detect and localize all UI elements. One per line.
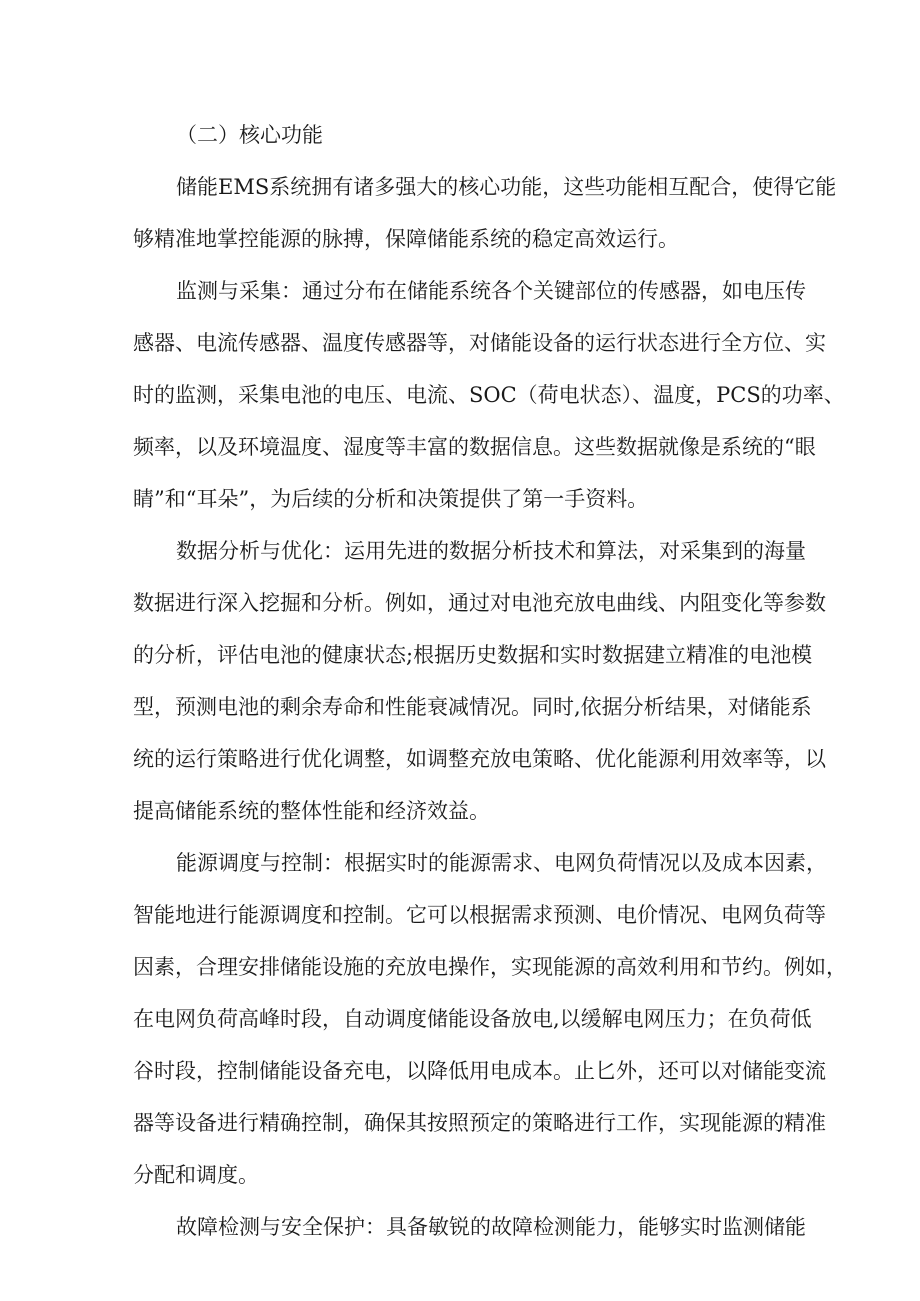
text-line: 谷时段，控制储能设备充电，以降低用电成本。止匕外，还可以对储能变流 — [133, 1059, 826, 1083]
text-line: 在电网负荷高峰时段，自动调度储能设备放电,以缓解电网压力；在负荷低 — [133, 1007, 812, 1031]
text-line: 数据进行深入挖掘和分析。例如，通过对电池充放电曲线、内阻变化等参数 — [133, 591, 826, 615]
text-line: 时的监测，采集电池的电压、电流、SOC（荷电状态）、温度，PCS的功率、 — [133, 383, 845, 407]
text-line: 储能EMS系统拥有诸多强大的核心功能，这些功能相互配合，使得它能 — [176, 175, 837, 199]
text-line: 器等设备进行精确控制，确保其按照预定的策略进行工作，实现能源的精准 — [133, 1111, 826, 1135]
text-line: 故障检测与安全保护：具备敏锐的故障检测能力，能够实时监测储能 — [176, 1215, 806, 1239]
text-line: 睛”和“耳朵”，为后续的分析和决策提供了第一手资料。 — [133, 487, 649, 511]
text-line: 感器、电流传感器、温度传感器等，对储能设备的运行状态进行全方位、实 — [133, 331, 826, 355]
text-line: 够精准地掌控能源的脉搏，保障储能系统的稳定高效运行。 — [133, 227, 679, 251]
text-line: 数据分析与优化：运用先进的数据分析技术和算法，对采集到的海量 — [176, 539, 806, 563]
section-heading: （二）核心功能 — [176, 123, 323, 147]
text-line: 因素，合理安排储能设施的充放电操作，实现能源的高效利用和节约。例如， — [133, 955, 847, 979]
text-line: 能源调度与控制：根据实时的能源需求、电网负荷情况以及成本因素， — [176, 851, 827, 875]
text-line: 的分析，评估电池的健康状态;根据历史数据和实时数据建立精准的电池模 — [133, 643, 813, 667]
text-line: 智能地进行能源调度和控制。它可以根据需求预测、电价情况、电网负荷等 — [133, 903, 826, 927]
text-line: 提高储能系统的整体性能和经济效益。 — [133, 799, 490, 823]
text-line: 频率，以及环境温度、湿度等丰富的数据信息。这些数据就像是系统的“眼 — [133, 435, 816, 459]
text-line: 分配和调度。 — [133, 1163, 259, 1187]
text-line: 监测与采集：通过分布在储能系统各个关键部位的传感器，如电压传 — [176, 279, 806, 303]
text-line: 统的运行策略进行优化调整，如调整充放电策略、优化能源利用效率等，以 — [133, 747, 826, 771]
text-line: 型，预测电池的剩余寿命和性能衰减情况。同时,依据分析结果，对储能系 — [133, 695, 812, 719]
